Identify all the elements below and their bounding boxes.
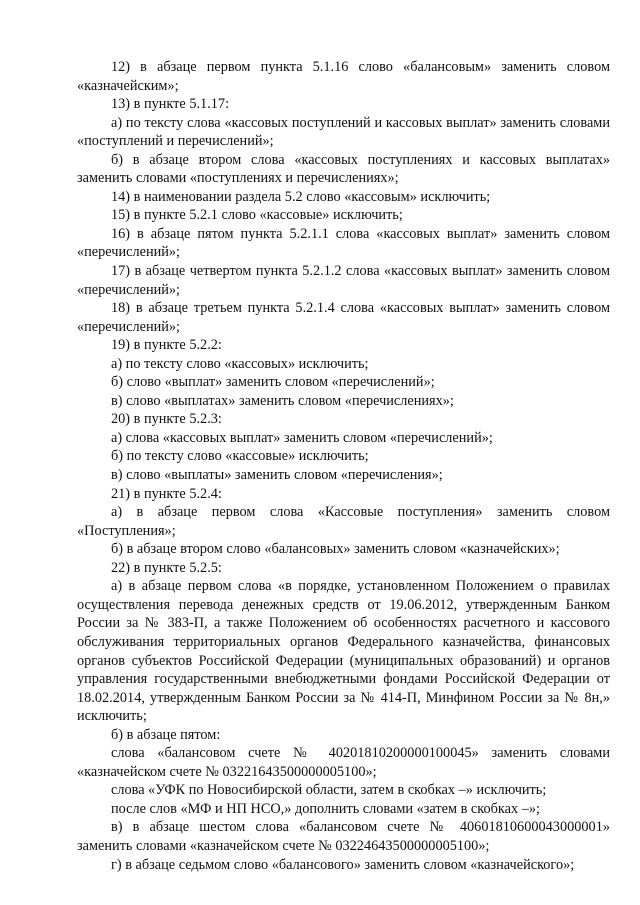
paragraph-22g: г) в абзаце седьмом слово «балансового» заменить словом «казначейского»; (111, 856, 575, 873)
paragraph-22b-2: слова «УФК по Новосибирской области, затем в скобках –» исключить; (111, 782, 547, 799)
paragraph-17: 17) в абзаце четвертом пункта 5.2.1.2 слова «кассовых выплат» заменить словом «перечислений»; (77, 263, 610, 298)
paragraph-21a: а) в абзаце первом слова «Кассовые поступления» заменить словом «Поступления»; (77, 504, 610, 539)
paragraph-13a: а) по тексту слова «кассовых поступлений и кассовых выплат» заменить словами «поступлений и перечислений»; (77, 114, 610, 150)
document-page (77, 58, 610, 874)
paragraph-22: 22) в пункте 5.2.5: (111, 559, 222, 576)
paragraph-22b-3: после слов «МФ и НП НСО,» дополнить словами «затем в скобках –»; (111, 800, 540, 817)
paragraph-20: 20) в пункте 5.2.3: (111, 411, 222, 428)
paragraph-14: 14) в наименовании раздела 5.2 слово «кассовым» исключить; (111, 188, 491, 205)
paragraph-22a: а) в абзаце первом слова «в порядке, установленном Положением о правилах осуществления перевода денежных средств от 19.06.2012, утвержденным Банком России за № 383-П, а также Положением об особенностях расчетного и кассового обслуживания территориальных органов Федерального казначейства, финансовых органов субъектов Российской Федерации (муниципальных образований) и органов управления государственными внебюджетными фондами Российской Федерации от 18.02.2014, утвержденным Банком России за № 414-П, Минфином России за № 8н,» исключить; (77, 578, 610, 725)
paragraph-19: 19) в пункте 5.2.2: (111, 337, 222, 354)
paragraph-22v: в) в абзаце шестом слова «балансовом счете № 40601810600043000001» заменить словами «казначейском счете № 03224643500000005100»; (77, 819, 610, 854)
paragraph-19c: в) слово «выплатах» заменить словом «перечислениях»; (111, 392, 454, 409)
paragraph-20b: б) по тексту слово «кассовые» исключить; (111, 448, 369, 465)
paragraph-16: 16) в абзаце пятом пункта 5.2.1.1 слова «кассовых выплат» заменить словом «перечислений»; (77, 225, 610, 261)
paragraph-15: 15) в пункте 5.2.1 слово «кассовые» исключить; (111, 207, 403, 224)
paragraph-13: 13) в пункте 5.1.17: (111, 96, 230, 113)
paragraph-21: 21) в пункте 5.2.4: (111, 485, 222, 502)
paragraph-21b: б) в абзаце втором слово «балансовых» заменить словом «казначейских»; (111, 541, 560, 558)
paragraph-22b: б) в абзаце пятом: (111, 726, 221, 743)
paragraph-19a: а) по тексту слово «кассовых» исключить; (111, 355, 369, 372)
paragraph-22b-1: слова «балансовом счете № 40201810200000100045» заменить словами «казначейском счете № 03221643500000005100»; (77, 745, 610, 780)
paragraph-19b: б) слово «выплат» заменить словом «перечислений»; (111, 374, 435, 391)
paragraph-20a: а) слова «кассовых выплат» заменить словом «перечислений»; (111, 429, 493, 446)
paragraph-12: 12) в абзаце первом пункта 5.1.16 слово «балансовым» заменить словом «казначейским»; (77, 59, 610, 94)
paragraph-18: 18) в абзаце третьем пункта 5.2.1.4 слова «кассовых выплат» заменить словом «перечислений»; (77, 300, 610, 335)
paragraph-13b: б) в абзаце втором слова «кассовых поступлениях и кассовых выплатах» заменить словами «поступлениях и перечислениях»; (77, 151, 610, 187)
paragraph-20c: в) слово «выплаты» заменить словом «перечисления»; (111, 467, 443, 484)
